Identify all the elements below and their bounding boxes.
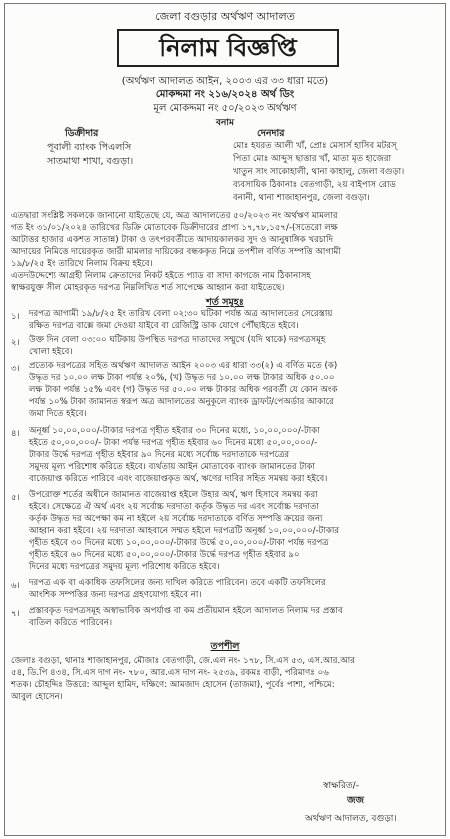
intro-line: আটাত্তর হাজার একশত সাতান্ন) টাকা ও তৎপরবর্তীতে আদায়কালকর সুদ ও আনুষাঙ্গিক খরচাদি <box>11 235 333 245</box>
signature-office: অর্থঋণ আদালত, বগুড়া। <box>305 814 397 824</box>
condition-line: খোলা হইবে। <box>29 347 73 357</box>
act-reference: (অর্থঋণ আদালত আইন, ২০০৩ এর ৩৩ ধারা মতে) <box>121 76 329 87</box>
intro-line: গত ইং ৩১/০১/২০২৪ তারিখের ডিক্রি মোতাবেক ডিক্রীদারের প্রাপ্য ১৭,৭৮,১৫৭/-(সতেরো লক্ষ <box>11 223 338 233</box>
intro-line: এতদ্বারা সংশ্লিষ্ট সকলকে জানানো যাইতেছে যে, অত্র আদালতের ৫০/২০২৩ নং অর্থঋণ মামলার <box>11 211 338 221</box>
debtor-heading: দেনদার <box>257 128 285 139</box>
intro-line: স্বাক্ষরযুক্ত সীল মোহরকৃত দরপত্র নিম্নলিখিত শর্ত সাপেক্ষে আহ্বান করা যাইতেছে। <box>11 283 285 293</box>
schedule-line: ৫৪, ডি.পি ৪৩৪, সি.এস দাগ নং- ৭৮০, আর.এস দাগ নং- ২৫৩৯, রকমঃ বাড়ী, পরিমাণঃ ০৬ <box>11 668 329 678</box>
schedule-heading: তপশীল <box>210 641 240 652</box>
condition-line: প্রত্যেক দরপত্রের সহিত অর্থঋণ আদালত আইন ২০০৩ এর ধারা ৩৩(২) এ বর্ণিত মতে (ক) <box>29 361 338 371</box>
schedule-line: জেলাঃ বগুড়া, থানাঃ শাজাহানপুর, মৌজাঃ বেতগাড়ী, জে.এল নং- ১৭৮, সি.এস ৫৩, এস.আর.আর <box>11 656 355 666</box>
condition-line: উপরোক্ত শর্তের অধীনে জামানত বাজেয়াপ্ত হইলে উহার অর্থ, ঋণ হিসাবে সমন্বয় করা <box>29 490 318 500</box>
signature-signed: স্বাক্ষরিত/- <box>323 781 359 791</box>
debtor-line: পিতা মোঃ আব্দুস ছাত্তার খাঁ, মাতা মৃত হাজেরা <box>233 154 392 164</box>
notice-page <box>4 3 446 836</box>
debtor-line: বনানী, থানা শাজাহানপুর, জেলা বগুড়া। <box>233 193 370 203</box>
case-number: মোকদ্দমা নং ২১৬/২০২৪ অর্থ ডিং <box>155 89 295 100</box>
condition-line: উক্ত দিন বেলা ০৩:০০ ঘটিকায় উপস্থিত দরপত্র দাতাদের সম্মুখে (যদি থাকে) দরপত্রসমূহ <box>29 335 326 345</box>
condition-line: দরপত্র আগামী ১৯/৮/২৫ ইং তারিখ বেলা ০২:৩০ ঘটিকা পর্যন্ত অত্র আদালতের সেরেস্তায় <box>29 309 333 319</box>
decree-holder-line: সাতমাথা শাখা, বগুড়া। <box>47 156 134 167</box>
condition-line: সমুদয় মূল্য পরিশোধ করিতে হইবে। ব্যর্থতায় আইন মোতাবেক ব্যাংক জামানতের টাকা <box>29 462 316 472</box>
intro-line: ১৯/৮/২৫ ইং তারিখে নিলাম বিক্রয় হইবে। <box>11 259 153 269</box>
schedule-line: শতক। চৌহদ্দিঃ উত্তরে: আব্দুল হামিদ, দক্ষিণে: আমজাদ হোসেন (তাজমা), পূর্বেঃ পাশা, পশ্চিমে: <box>11 680 335 690</box>
debtor-line: ব্যবসায়িক ঠিকানাঃ বেতগাড়ী, ২য় বাইপাস রোড <box>233 180 396 190</box>
condition-line: জমা দিতে হইবে। <box>29 409 87 419</box>
condition-line: টাকার উর্দ্ধে দরপত্র গৃহীত হইবার ৯০ দিনের মধ্যে সর্বোচ্চ দরদাতাকে দরপত্রের <box>29 450 290 460</box>
condition-line: কর্তৃক উদ্ধৃত দর অপেক্ষা কম না হইলে ২য় সর্বোচ্চ দরদাতাকে বর্ণিত সম্পত্তি ক্রয়ের জন্য <box>29 514 323 524</box>
condition-line: প্রস্তাবকৃত দরপত্রসমূহ অস্বাভাবিক অপর্যাপ্ত বা কম প্রতীয়মান হইলে আদালত নিলাম দর প্রস্তাব <box>29 606 343 616</box>
court-name: জেলা বগুড়ার অর্থঋণ আদালত <box>155 10 295 23</box>
condition-line: দিনের মধ্যে দরপত্রের সমুদয় মূল্য পরিশোধ করিতে হইবে। <box>29 562 220 572</box>
condition-number: ৩। <box>11 364 20 374</box>
condition-line: উদ্ধৃত দর ১০.০০ লক্ষ টাকা পর্যন্ত ২০%, (খ) উদ্ধৃত দর ১০.০০ লক্ষ টাকার অধিক ৫০.০০ <box>29 373 335 383</box>
condition-line: বাজেয়াপ্ত করিতে পারিবে এবং বাজেয়াপ্তকৃত অর্থ, ঋণের দাবির সহিত সমন্বয় করা হইবে। <box>29 474 328 484</box>
decree-holder-heading: ডিক্রীদার <box>65 128 99 139</box>
intro-line: আদায়ের নিমিত্তে দায়েরকৃত জারী মামলার দায়িকের বন্ধককৃত নিম্নে তপশীল বর্ণিত সম্পত্তি আগামী <box>11 247 341 257</box>
condition-line: হইবে। সেক্ষেত্রে ঐ অর্থ এবং ২য় সর্বোচ্চ দরদাতা কর্তৃক উদ্ধৃত দর এবং সর্বোচ্চ দরদাতা <box>29 502 319 512</box>
schedule-line: আবুল হোসেন। <box>11 692 63 702</box>
condition-line: আংশিক সম্পত্তির জন্য দরপত্র গ্রহণযোগ্য হইবে না। <box>29 590 202 600</box>
decree-holder-line: পূবালী ব্যাংক পিএলসি <box>47 142 132 153</box>
condition-line: পর্যন্ত ১০% টাকা জামানত স্বরূপ অত্র আদালতের অনুকূলে ব্যাংক ড্রাফট/পেঅর্ডার আকারে <box>29 397 334 407</box>
notice-title: নিলাম বিজ্ঞপ্তি <box>117 29 339 67</box>
condition-line: রক্ষিত দরপত্র বাক্সে জমা দেওয়া যাইবে বা রেজিস্ট্রি ডাক যোগে পৌঁছাইতে হইবে। <box>29 321 299 331</box>
condition-line: বাতিল করিতে পারিবেন। <box>29 618 113 628</box>
debtor-line: মোঃ হযরত আলী খাঁ, প্রোঃ মেসার্স হাসিব মটরস্ <box>233 141 397 151</box>
condition-number: ৫। <box>11 493 20 503</box>
versus-label: বনাম <box>216 118 234 128</box>
main-case-number: মূল মোকদ্দমা নং ৫০/২০২৩ অর্থঋণ <box>153 103 297 114</box>
condition-number: ৭। <box>11 609 20 619</box>
condition-number: ৪। <box>11 429 20 439</box>
signature-designation: জজ <box>347 795 364 806</box>
condition-number: ২। <box>11 338 20 348</box>
debtor-line: খাতুন সাং সাকোহালী, থানা কাহালু, জেলা বগুড়া। <box>233 167 405 177</box>
conditions-heading: শর্ত সমূহঃ <box>206 297 244 308</box>
condition-line: অনূর্ধ্ব ১০,০০,০০০/-টাকার দরপত্র গৃহীত হইবার ৩০ দিনের মধ্যে, ১০,০০,০০০/-টাকা <box>29 426 320 436</box>
condition-line: হইতে ৫০,০০,০০০/- টাকা পর্যন্ত দরপত্র গৃহীত হইবার ৬০ দিনের মধ্যে ৫০,০০,০০০/- <box>29 438 318 448</box>
condition-line: দরপত্র এক বা একাধিক তফসিলের জন্য দাখিল করিতে পারিবেন। তবে একটি তফসিলের <box>29 578 326 588</box>
intro-line: এতদউদ্দেশ্যে আগ্রহী নিলাম ক্রেতাদের নিকট হইতে প্যাড বা সাদা কাগজে নাম ঠিকানাসহ <box>11 271 311 281</box>
condition-line: আহ্বান করা হইবে। ২য় দরদাতা আহবানে সম্মত হইলে দরপত্রটি অনূর্ধ্ব ১০,০০,০০০/-টাকার <box>29 526 340 536</box>
condition-line: গৃহীত হইবে ৩০ দিনের মধ্যে ১০,০০,০০০/-টাকার উর্দ্ধে ৫০,০০,০০০/-টাকা পর্যন্ত দরপত্র <box>29 538 329 548</box>
condition-number: ৬। <box>11 581 20 591</box>
condition-line: লক্ষ টাকা পর্যন্ত ১৫% এবং (গ) উদ্ধৃত দর ৫০.০০ লক্ষ টাকার অধিক পরবর্তী যে কোন অংক <box>29 385 338 395</box>
condition-line: গৃহীত হইবে ৬০ দিনের মধ্যে ৫০,০০,০০০/-টাকার উর্দ্ধে দরপত্র গৃহীত হইবার ৯০ <box>29 550 300 560</box>
condition-number: ১। <box>11 312 20 322</box>
